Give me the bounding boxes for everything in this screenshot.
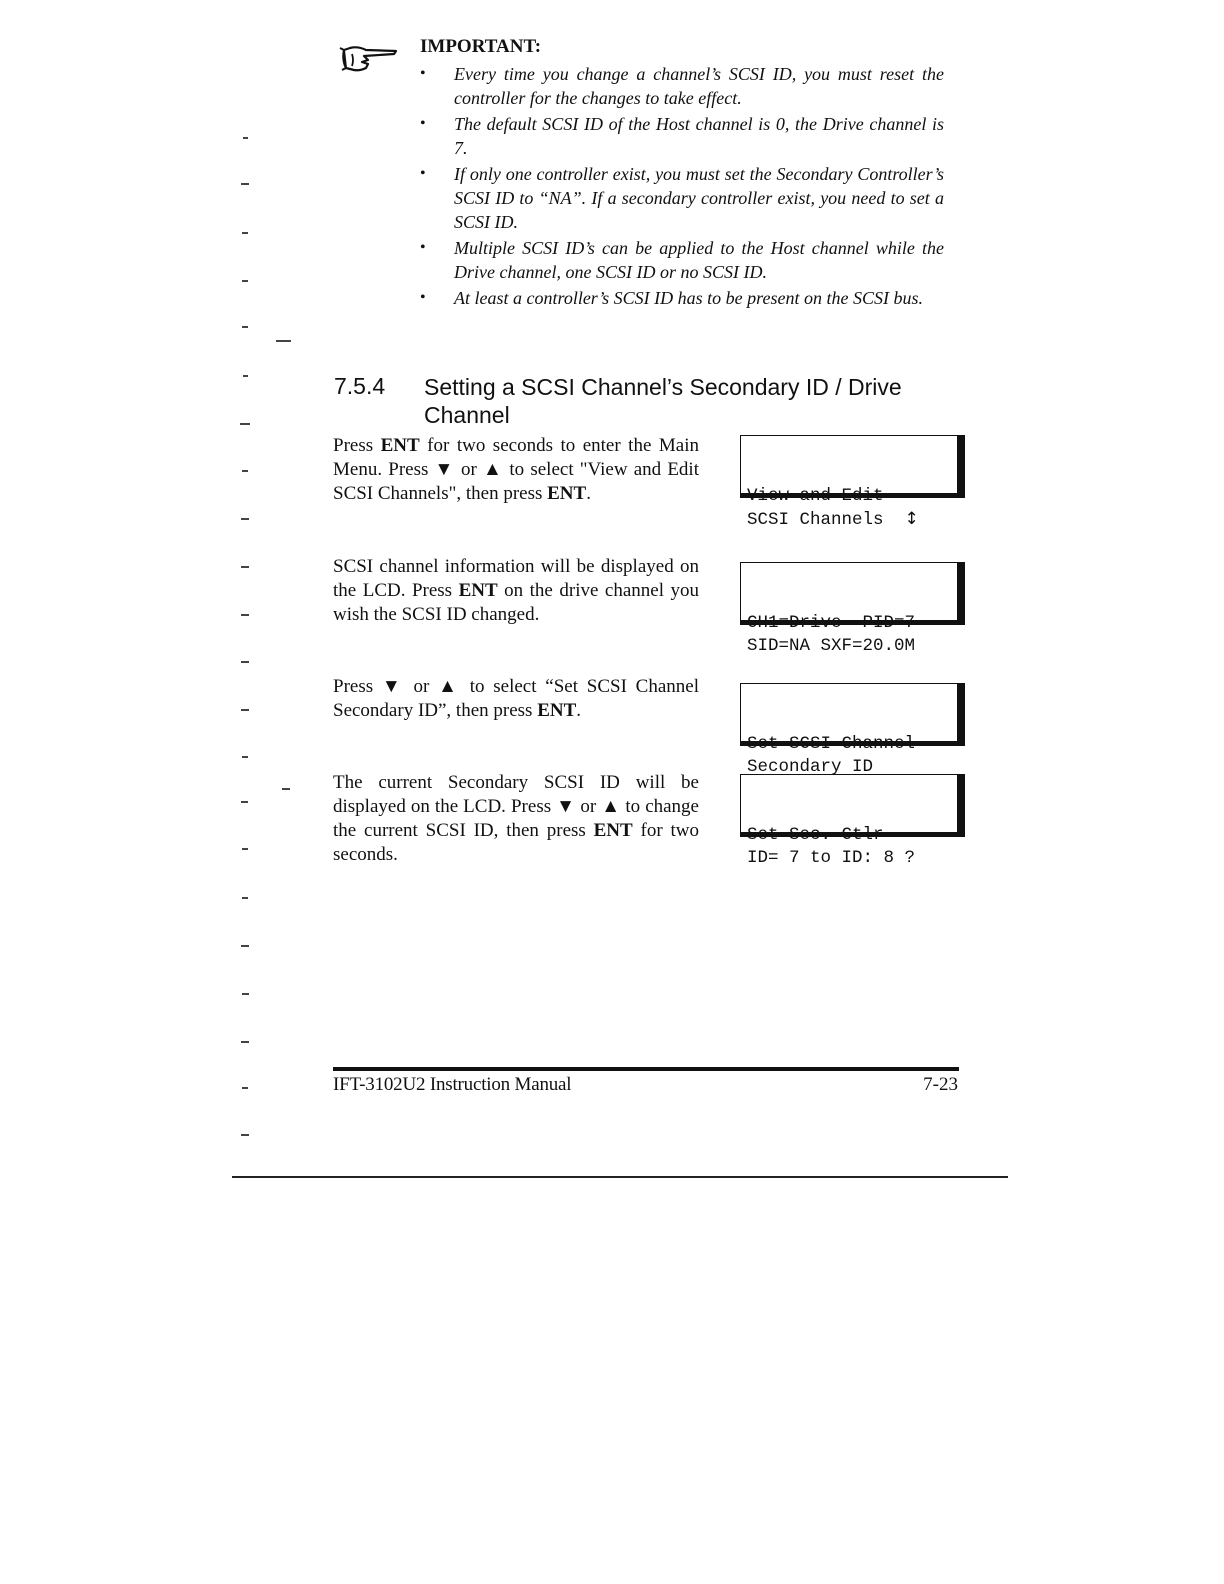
important-heading: IMPORTANT: [420,36,542,57]
lcd-line-1: Set Sec. Ctlr [747,825,884,845]
lcd-line-2: SID=NA SXF=20.0M [747,636,916,656]
margin-mark [242,993,249,995]
margin-mark [242,848,248,850]
bullet-icon: • [420,65,426,82]
bullet-icon: • [420,115,426,132]
lcd-line-2: SCSI Channels [747,510,884,530]
section-number: 7.5.4 [334,373,386,399]
bullet-icon: • [420,239,426,256]
margin-mark [242,280,248,282]
list-item: • Every time you change a channel’s SCSI ID, you must reset the controller for the changes to take effect. [420,64,944,108]
margin-mark [241,709,249,711]
margin-mark [242,470,248,472]
lcd-display-2 [740,562,965,656]
lcd-display-3 [740,683,965,777]
lcd-line-1: Set SCSI Channel [747,734,916,754]
margin-mark [241,801,248,803]
margin-mark [242,897,248,899]
margin-mark [241,1134,249,1136]
bullet-icon: • [420,289,426,306]
bullet-icon: • [420,165,426,182]
list-item: • At least a controller’s SCSI ID has to be present on the SCSI bus. [420,288,923,308]
margin-mark [276,340,291,342]
page-number: 7-23 [923,1074,958,1095]
margin-mark [241,566,249,568]
lcd-display-1 [740,435,965,530]
margin-mark [242,756,248,758]
step-3-text: Press ▼ or ▲ to select “Set SCSI Channel Secondary ID”, then press ENT. [333,676,699,721]
margin-mark [241,1041,249,1043]
margin-mark [241,661,249,663]
page-edge-line [232,1176,1008,1178]
lcd-line-1: View and Edit [747,486,884,506]
margin-mark [241,614,249,616]
lcd-display-4 [740,774,965,868]
lcd-line-1: CH1=Drive PID=7 [747,613,916,633]
list-item: • If only one controller exist, you must set the Secondary Controller’s SCSI ID to “NA”. If a secondary controller exist, you need to set a SCSI ID. [420,164,944,232]
step-1-text: Press ENT for two seconds to enter the Main Menu. Press ▼ or ▲ to select "View and Edit SCSI Channels", then press ENT. [333,435,699,504]
margin-mark [241,945,249,947]
margin-mark [240,423,250,425]
margin-mark [242,326,248,328]
step-2-text: SCSI channel information will be displayed on the LCD. Press ENT on the drive channel you wish the SCSI ID changed. [333,556,699,625]
lcd-line-2: ID= 7 to ID: 8 ? [747,848,916,868]
step-4-text: The current Secondary SCSI ID will be displayed on the LCD. Press ▼ or ▲ to change the current SCSI ID, then press ENT for two seconds. [333,772,699,865]
margin-mark [241,183,249,185]
list-item: • The default SCSI ID of the Host channel is 0, the Drive channel is 7. [420,114,944,158]
margin-mark [241,518,249,520]
margin-mark [242,232,248,234]
lcd-line-2: Secondary ID [747,757,874,777]
up-down-arrow-icon: ↕ [904,509,919,529]
section-title: Setting a SCSI Channel’s Secondary ID / Drive Channel [424,374,902,428]
list-item: • Multiple SCSI ID’s can be applied to the Host channel while the Drive channel, one SCSI ID or no SCSI ID. [420,238,944,282]
important-list [420,62,944,312]
manual-title: IFT-3102U2 Instruction Manual [333,1074,572,1095]
margin-mark [242,1087,248,1089]
margin-mark [243,375,248,377]
pointing-hand-icon [338,40,402,76]
footer-divider [333,1067,959,1071]
margin-mark [243,137,248,139]
margin-mark [282,788,290,790]
